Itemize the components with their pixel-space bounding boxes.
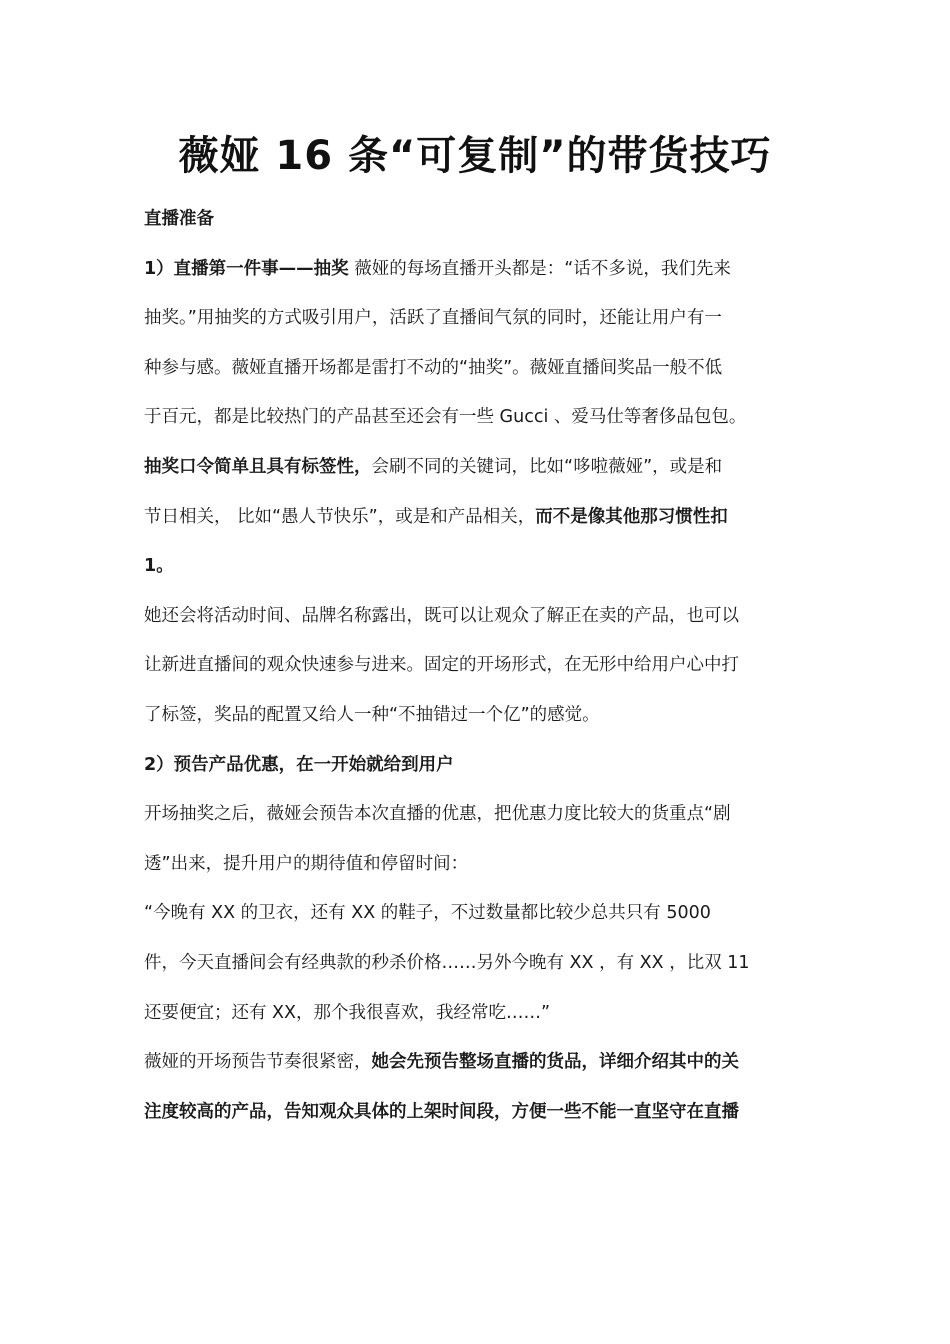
paragraph-line: 于百元，都是比较热门的产品甚至还会有一些 Gucci 、爱马仕等奢侈品包包。 <box>144 407 747 428</box>
quote-line: 件，今天直播间会有经典款的秒杀价格……另外今晚有 XX ，有 XX ，比双 11 <box>144 952 750 973</box>
text-run: 薇娅的每场直播开头都是：“话不多说，我们先来 <box>348 258 731 279</box>
item-heading-preview-offers: 2）预告产品优惠，在一开始就给到用户 <box>144 754 454 775</box>
paragraph-line: 了标签，奖品的配置又给人一种“不抽错过一个亿”的感觉。 <box>144 704 600 725</box>
text-run: 会刷不同的关键词，比如“哆啦薇娅”，或是和 <box>371 456 723 477</box>
text-run: 节日相关， 比如“愚人节快乐”，或是和产品相关， <box>144 506 536 527</box>
paragraph-line: 她还会将活动时间、品牌名称露出，既可以让观众了解正在卖的产品，也可以 <box>144 605 739 626</box>
quote-line: “今晚有 XX 的卫衣，还有 XX 的鞋子，不过数量都比较少总共只有 5000 <box>144 903 711 924</box>
paragraph-line: 让新进直播间的观众快速参与进来。固定的开场形式，在无形中给用户心中打 <box>144 655 739 676</box>
item-heading-lottery: 1）直播第一件事——抽奖 <box>144 258 349 279</box>
paragraph-line: 1。 <box>144 556 174 577</box>
emphasis-text: 她会先预告整场直播的货品，详细介绍其中的关 <box>371 1052 739 1073</box>
paragraph-line: 透”出来，提升用户的期待值和停留时间： <box>144 853 469 874</box>
document-title: 薇娅 16 条“可复制”的带货技巧 <box>178 133 772 179</box>
paragraph-line <box>144 245 804 295</box>
paragraph-line <box>144 1038 804 1088</box>
paragraph-line: 开场抽奖之后，薇娅会预告本次直播的优惠，把优惠力度比较大的货重点“剧 <box>144 804 731 825</box>
paragraph-line <box>144 493 804 543</box>
quote-line: 还要便宜；还有 XX，那个我很喜欢，我经常吃……” <box>144 1002 551 1023</box>
text-run: 薇娅的开场预告节奏很紧密， <box>144 1052 372 1073</box>
paragraph-line: 抽奖。”用抽奖的方式吸引用户，活跃了直播间气氛的同时，还能让用户有一 <box>144 308 722 329</box>
section-heading-live-prep: 直播准备 <box>144 209 214 229</box>
emphasis-text: 而不是像其他那习惯性扣 <box>535 506 728 527</box>
document-body <box>144 195 804 1137</box>
paragraph-line: 注度较高的产品，告知观众具体的上架时间段，方便一些不能一直坚守在直播 <box>144 1101 739 1122</box>
emphasis-text: 抽奖口令简单且具有标签性， <box>144 456 372 477</box>
paragraph-line <box>144 443 804 493</box>
paragraph-line: 种参与感。薇娅直播开场都是雷打不动的“抽奖”。薇娅直播间奖品一般不低 <box>144 357 723 378</box>
